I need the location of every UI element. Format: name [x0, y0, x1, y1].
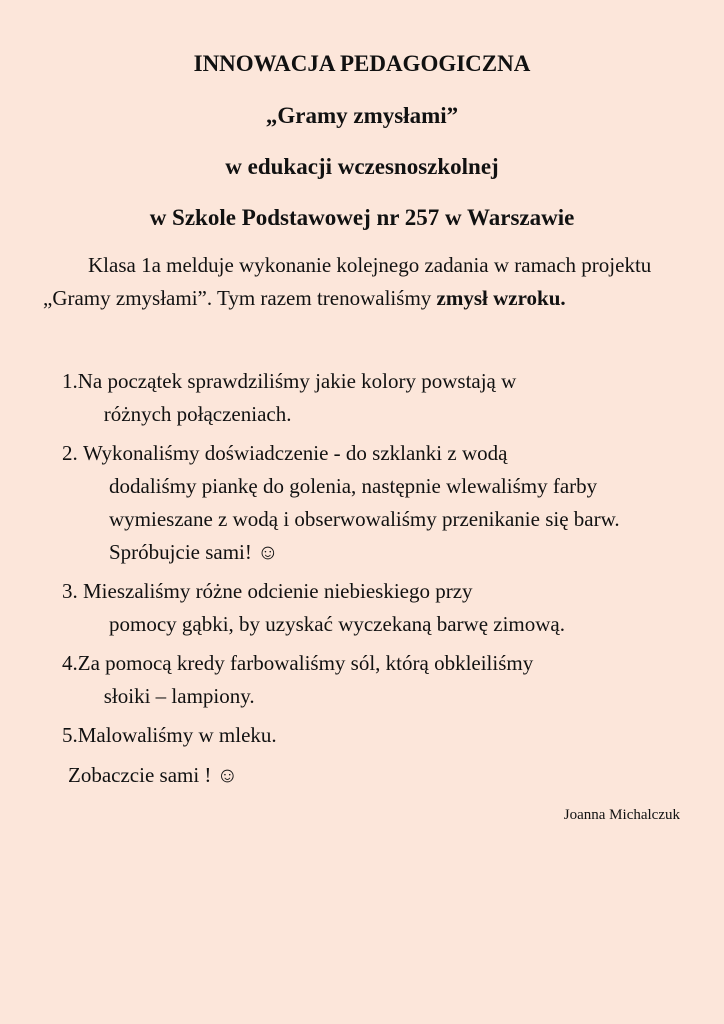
author-signature: Joanna Michalczuk: [563, 807, 680, 823]
activities-list: [62, 365, 702, 758]
list-item-text: [78, 719, 702, 752]
list-item-number: 2.: [62, 441, 83, 465]
list-item-continuation: pomocy gąbki, by uzyskać wyczekaną barwę zimową.: [109, 612, 565, 636]
list-item-first-line: Na początek sprawdziliśmy jakie kolory powstają w: [77, 369, 517, 393]
list-item-text: [78, 365, 702, 431]
school-heading: w Szkole Podstawowej nr 257 w Warszawie: [149, 205, 575, 230]
list-item-text: [83, 437, 702, 569]
list-item: [62, 647, 702, 713]
list-item: [62, 437, 702, 569]
list-item: [62, 365, 702, 431]
list-item-first-line: Malowaliśmy w mleku.: [77, 723, 277, 747]
list-item: [62, 575, 702, 641]
list-item-number: 3.: [62, 579, 83, 603]
subtitle-heading: w edukacji wczesnoszkolnej: [225, 154, 499, 179]
list-item: [62, 719, 702, 752]
intro-text: Klasa 1a melduje wykonanie kolejnego zadania w ramach projektu „Gramy zmysłami”. Tym razem trenowaliśmy: [43, 253, 652, 310]
list-item-continuation: słoiki – lampiony.: [103, 684, 255, 708]
project-name-heading: „Gramy zmysłami”: [265, 103, 459, 128]
title-heading: INNOWACJA PEDAGOGICZNA: [193, 51, 531, 76]
closing-line: Zobaczcie sami ! ☺: [68, 763, 239, 787]
intro-paragraph: [43, 249, 693, 315]
list-item-first-line: Mieszaliśmy różne odcienie niebieskiego przy: [83, 579, 473, 603]
list-item-number: 5.: [62, 723, 78, 747]
list-item-text: [83, 575, 702, 641]
list-item-first-line: Wykonaliśmy doświadczenie - do szklanki z wodą: [83, 441, 508, 465]
list-item-first-line: Za pomocą kredy farbowaliśmy sól, którą obkleiliśmy: [77, 651, 534, 675]
intro-bold-text: zmysł wzroku.: [436, 286, 566, 310]
list-item-continuation: dodaliśmy piankę do golenia, następnie wlewaliśmy farby wymieszane z wodą i obserwowaliśmy przenikanie się barw. Spróbujcie sami! ☺: [109, 474, 620, 564]
list-item-continuation: różnych połączeniach.: [103, 402, 292, 426]
list-item-text: [78, 647, 702, 713]
list-item-number: 1.: [62, 369, 78, 393]
list-item-number: 4.: [62, 651, 78, 675]
